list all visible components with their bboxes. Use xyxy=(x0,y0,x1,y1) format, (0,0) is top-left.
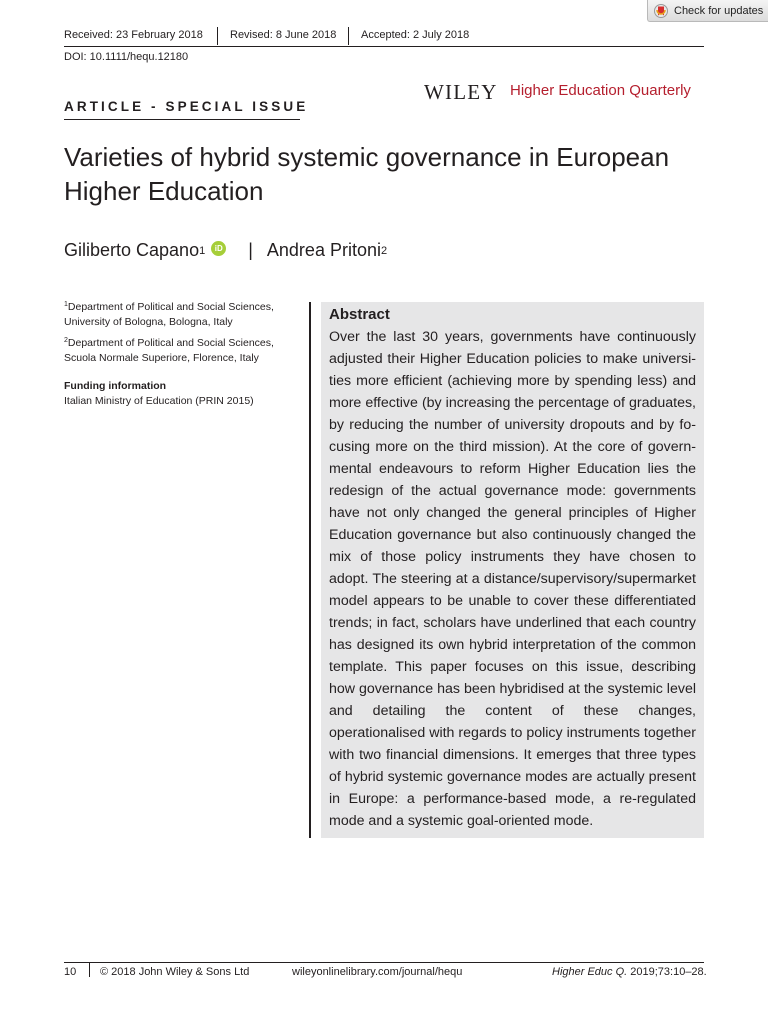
footer-rule xyxy=(64,962,704,963)
affiliations-column xyxy=(64,298,304,413)
author-name[interactable]: Andrea Pritoni xyxy=(266,240,381,260)
affiliation xyxy=(64,334,304,365)
affiliation-marker: 2 xyxy=(64,337,68,344)
article-type-underline xyxy=(64,119,300,120)
copyright: © 2018 John Wiley & Sons Ltd xyxy=(100,966,250,978)
journal-url[interactable]: wileyonlinelibrary.com/journal/hequ xyxy=(292,966,463,978)
affiliation xyxy=(64,298,304,329)
page-number: 10 xyxy=(64,966,77,978)
citation xyxy=(552,966,707,978)
citation-details: 2019;73:10–28. xyxy=(627,966,707,978)
divider xyxy=(89,963,90,977)
author-separator: | xyxy=(248,240,253,260)
accepted-date: Accepted: 2 July 2018 xyxy=(361,29,470,41)
author-affiliation-marker: 1 xyxy=(199,244,206,257)
orcid-icon[interactable]: iD xyxy=(211,241,226,256)
journal-name: Higher Education Quarterly xyxy=(510,82,691,99)
article-title: Varieties of hybrid systemic governance in European Higher Education xyxy=(64,142,670,206)
funding-text: Italian Ministry of Education (PRIN 2015) xyxy=(64,394,254,407)
affiliation-text: Department of Political and Social Sciences, University of Bologna, Bologna, Italy xyxy=(64,301,274,328)
check-updates-label: Check for updates xyxy=(674,4,764,17)
affiliation-text: Department of Political and Social Sciences, Scuola Normale Superiore, Florence, Italy xyxy=(64,337,274,364)
article-type: ARTICLE - SPECIAL ISSUE xyxy=(64,99,309,114)
wiley-logo: WILEY xyxy=(424,80,498,104)
check-for-updates-button[interactable] xyxy=(647,0,768,22)
author-affiliation-marker: 2 xyxy=(380,244,388,257)
abstract-rule xyxy=(309,302,311,838)
author-name[interactable]: Giliberto Capano xyxy=(64,240,200,260)
check-updates-icon xyxy=(654,4,668,18)
doi[interactable]: DOI: 10.1111/hequ.12180 xyxy=(64,51,189,63)
abstract-body: Over the last 30 years, governments have continuously adjusted their Higher Education policies to make universities more efficient (achieving more by spending less) and more effective (by increasing the percentage of graduates, by reducing the number of university dropouts and by focusing more on the third mission). At the core of governmental endeavours to reform Higher Education lies the redesign of the actual governance mode: governments have not only changed the general principles of Higher Education governance but also continuously changed the mix of those policy instruments they have chosen to adopt. The steering at a distance/supervisory/supermarket model appears to be unable to cover these differentiated trends; in fact, scholars have underlined that each country has designed its own hybrid interpretation of the common template. This paper focuses on this issue, describing how governance has been hybridised at the systemic level and detailing the content of these changes, operationalised with regards to policy instruments together with two financial dimensions. It emerges that three types of hybrid systemic governance modes are actually present in Europe: a performance-based mode, a re-regulated mode and a systemic goal-oriented mode. xyxy=(329,329,696,829)
header-rule xyxy=(64,46,704,47)
funding-heading: Funding information xyxy=(64,380,167,392)
affiliation-marker: 1 xyxy=(64,301,68,308)
received-date: Received: 23 February 2018 xyxy=(64,29,203,41)
revised-date: Revised: 8 June 2018 xyxy=(230,29,337,41)
divider xyxy=(217,27,218,45)
abstract-panel xyxy=(321,302,704,838)
abstract-heading: Abstract xyxy=(329,306,390,323)
author-list xyxy=(64,240,387,261)
divider xyxy=(348,27,349,45)
citation-journal: Higher Educ Q. xyxy=(552,966,628,978)
